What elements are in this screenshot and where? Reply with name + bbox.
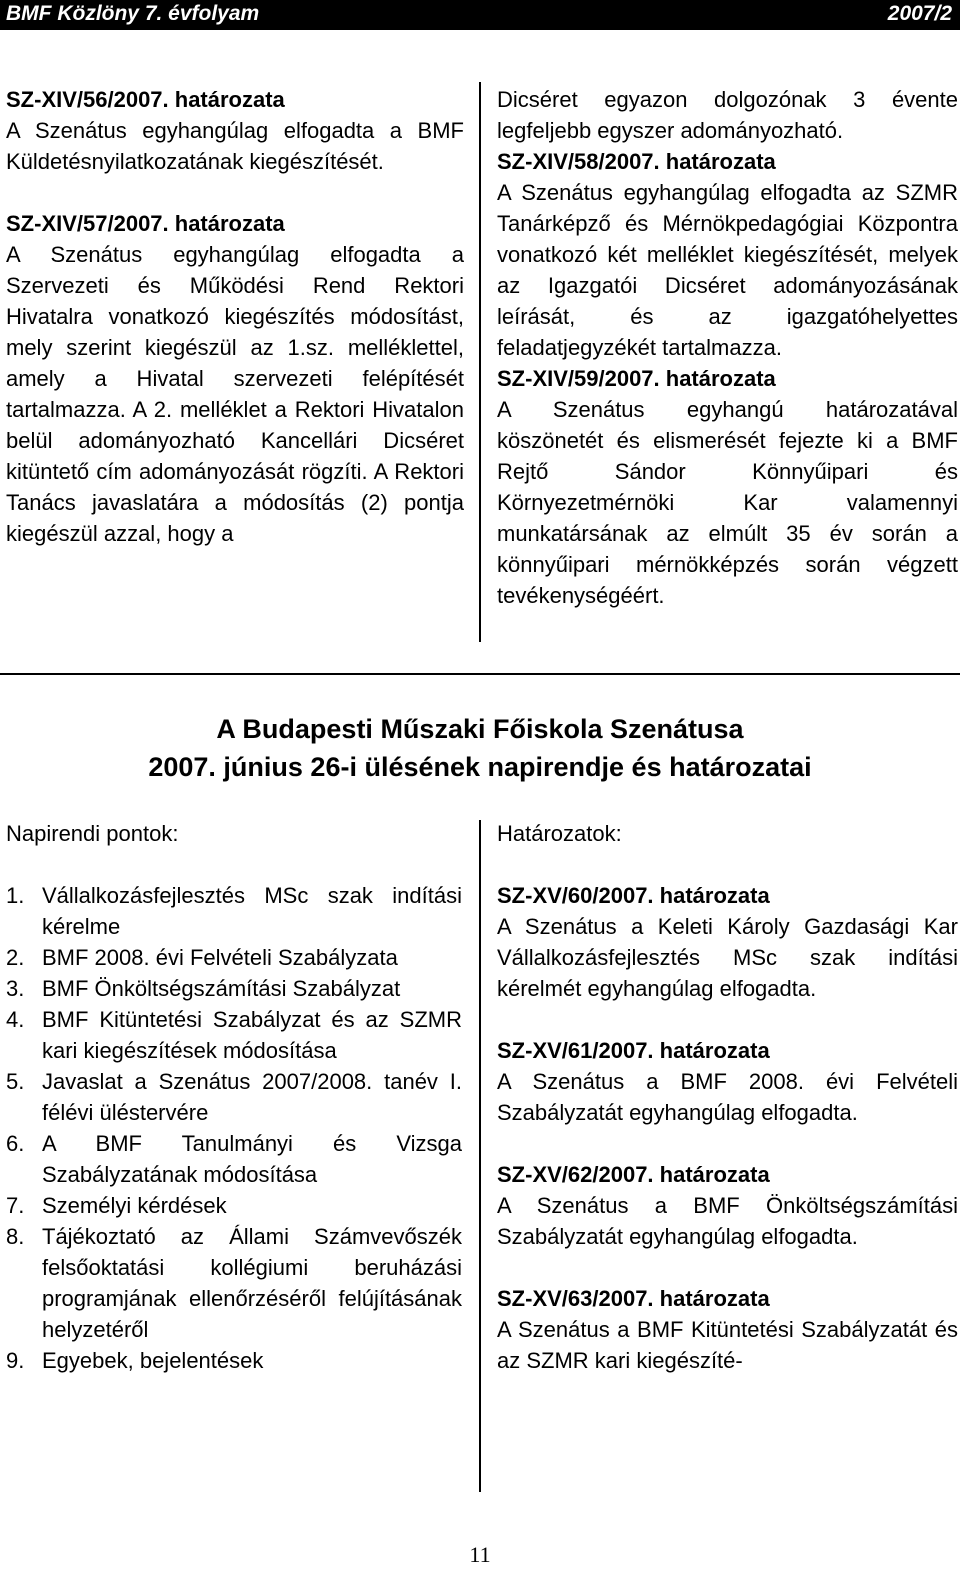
agenda-item-number: 6. [6,1131,25,1156]
journal-name: BMF Közlöny 7. évfolyam [6,2,260,25]
agenda-heading: Napirendi pontok: [6,821,179,846]
agenda-item-text: Vállalkozásfejlesztés MSc szak indítási kérelme [42,883,462,939]
agenda-item [6,1345,462,1376]
resolution-body: A Szenátus a BMF Kitüntetési Szabályzatát és az SZMR kari kiegészíté- [497,1317,958,1373]
resolution-title: SZ-XV/60/2007. határozata [497,883,770,908]
resolution-56-body: A Szenátus egyhangúlag elfogadta a BMF Küldetésnyilatkozatának kiegészítését. [6,118,464,174]
column-divider-top [479,82,481,642]
column-divider-bottom [479,820,481,1492]
resolution-body: A Szenátus a BMF 2008. évi Felvételi Szabályzatát egyhangúlag elfogadta. [497,1069,958,1125]
resolution-57-title: SZ-XIV/57/2007. határozata [6,211,285,236]
agenda-item-number: 3. [6,976,25,1001]
page-number: 11 [469,1542,491,1567]
agenda-item-text: BMF 2008. évi Felvételi Szabályzata [42,945,398,970]
resolution-title: SZ-XV/61/2007. határozata [497,1038,770,1063]
resolution-58-body: A Szenátus egyhangúlag elfogadta az SZMR Tanárképző és Mérnökpedagógiai Központra vonatkozó két melléklet kiegészítését, melyek az Igazgatói Dicséret adományozásának leírását, és az igazgatóhelyettes feladatjegyzékét tartalmazza. [497,180,958,360]
resolution-body: A Szenátus a BMF Önköltségszámítási Szabályzatát egyhangúlag elfogadta. [497,1193,958,1249]
section-title-line1: A Budapesti Műszaki Főiskola Szenátusa [216,714,744,744]
agenda-column [6,818,462,1376]
resolution-title: SZ-XV/62/2007. határozata [497,1162,770,1187]
issue-number: 2007/2 [887,2,952,25]
running-header [0,0,960,30]
resolution-58-title: SZ-XIV/58/2007. határozata [497,149,776,174]
agenda-item-number: 7. [6,1193,25,1218]
agenda-item [6,880,462,942]
resolution-title: SZ-XV/63/2007. határozata [497,1286,770,1311]
resolution-57-body: A Szenátus egyhangúlag elfogadta a Szervezeti és Működési Rend Rektori Hivatalra vonatkozó kiegészítés módosítást, mely szerint kiegészül az 1.sz. melléklettel, amely a Hivatal szervezeti felépítését tartalmazza. A 2. melléklet a Rektori Hivatalon belül adományozható Kancellári Dicséret kitüntető cím adományozását rögzíti. A Rektori Tanács javaslatára a módosítás (2) pontja kiegészül azzal, hogy a [6,242,464,546]
agenda-item-number: 4. [6,1007,25,1032]
resolutions-heading: Határozatok: [497,821,622,846]
continued-text: Dicséret egyazon dolgozónak 3 évente legfeljebb egyszer adományozható. [497,87,958,143]
agenda-item [6,1066,462,1128]
agenda-item-text: BMF Önköltségszámítási Szabályzat [42,976,401,1001]
agenda-item [6,1190,462,1221]
agenda-item [6,1128,462,1190]
agenda-item [6,973,462,1004]
agenda-item-number: 2. [6,945,25,970]
agenda-item-text: Javaslat a Szenátus 2007/2008. tanév I. félévi üléstervére [42,1069,462,1125]
agenda-item-text: BMF Kitüntetési Szabályzat és az SZMR kari kiegészítések módosítása [42,1007,462,1063]
right-column-top [497,84,958,611]
agenda-item-text: Személyi kérdések [42,1193,227,1218]
section-title-line2: 2007. június 26-i ülésének napirendje és határozatai [148,752,812,782]
agenda-item-text: Egyebek, bejelentések [42,1348,264,1373]
section-divider [0,673,960,675]
agenda-item [6,1004,462,1066]
agenda-item-number: 1. [6,883,25,908]
agenda-item-text: Tájékoztató az Állami Számvevőszék felsőoktatási kollégiumi beruházási programjának ellenőrzéséről felújításának helyzetéről [42,1224,462,1342]
resolution-59-title: SZ-XIV/59/2007. határozata [497,366,776,391]
agenda-list [6,880,462,1376]
agenda-item-number: 9. [6,1348,25,1373]
agenda-item-number: 8. [6,1224,25,1249]
agenda-item [6,1221,462,1345]
resolutions-column [497,818,958,1376]
resolution-56-title: SZ-XIV/56/2007. határozata [6,87,285,112]
agenda-item [6,942,462,973]
left-column-top [6,84,464,549]
resolution-body: A Szenátus a Keleti Károly Gazdasági Kar Vállalkozásfejlesztés MSc szak indítási kérelmét egyhangúlag elfogadta. [497,914,958,1001]
resolution-59-body: A Szenátus egyhangú határozatával köszönetét és elismerését fejezte ki a BMF Rejtő Sándor Könnyűipari és Környezetmérnöki Kar valamennyi munkatársának az elmúlt 35 év során a könnyűipari mérnökképzés során végzett tevékenységéért. [497,397,958,608]
agenda-item-number: 5. [6,1069,25,1094]
resolution-list [497,880,958,1376]
agenda-item-text: A BMF Tanulmányi és Vizsga Szabályzatának módosítása [42,1131,462,1187]
